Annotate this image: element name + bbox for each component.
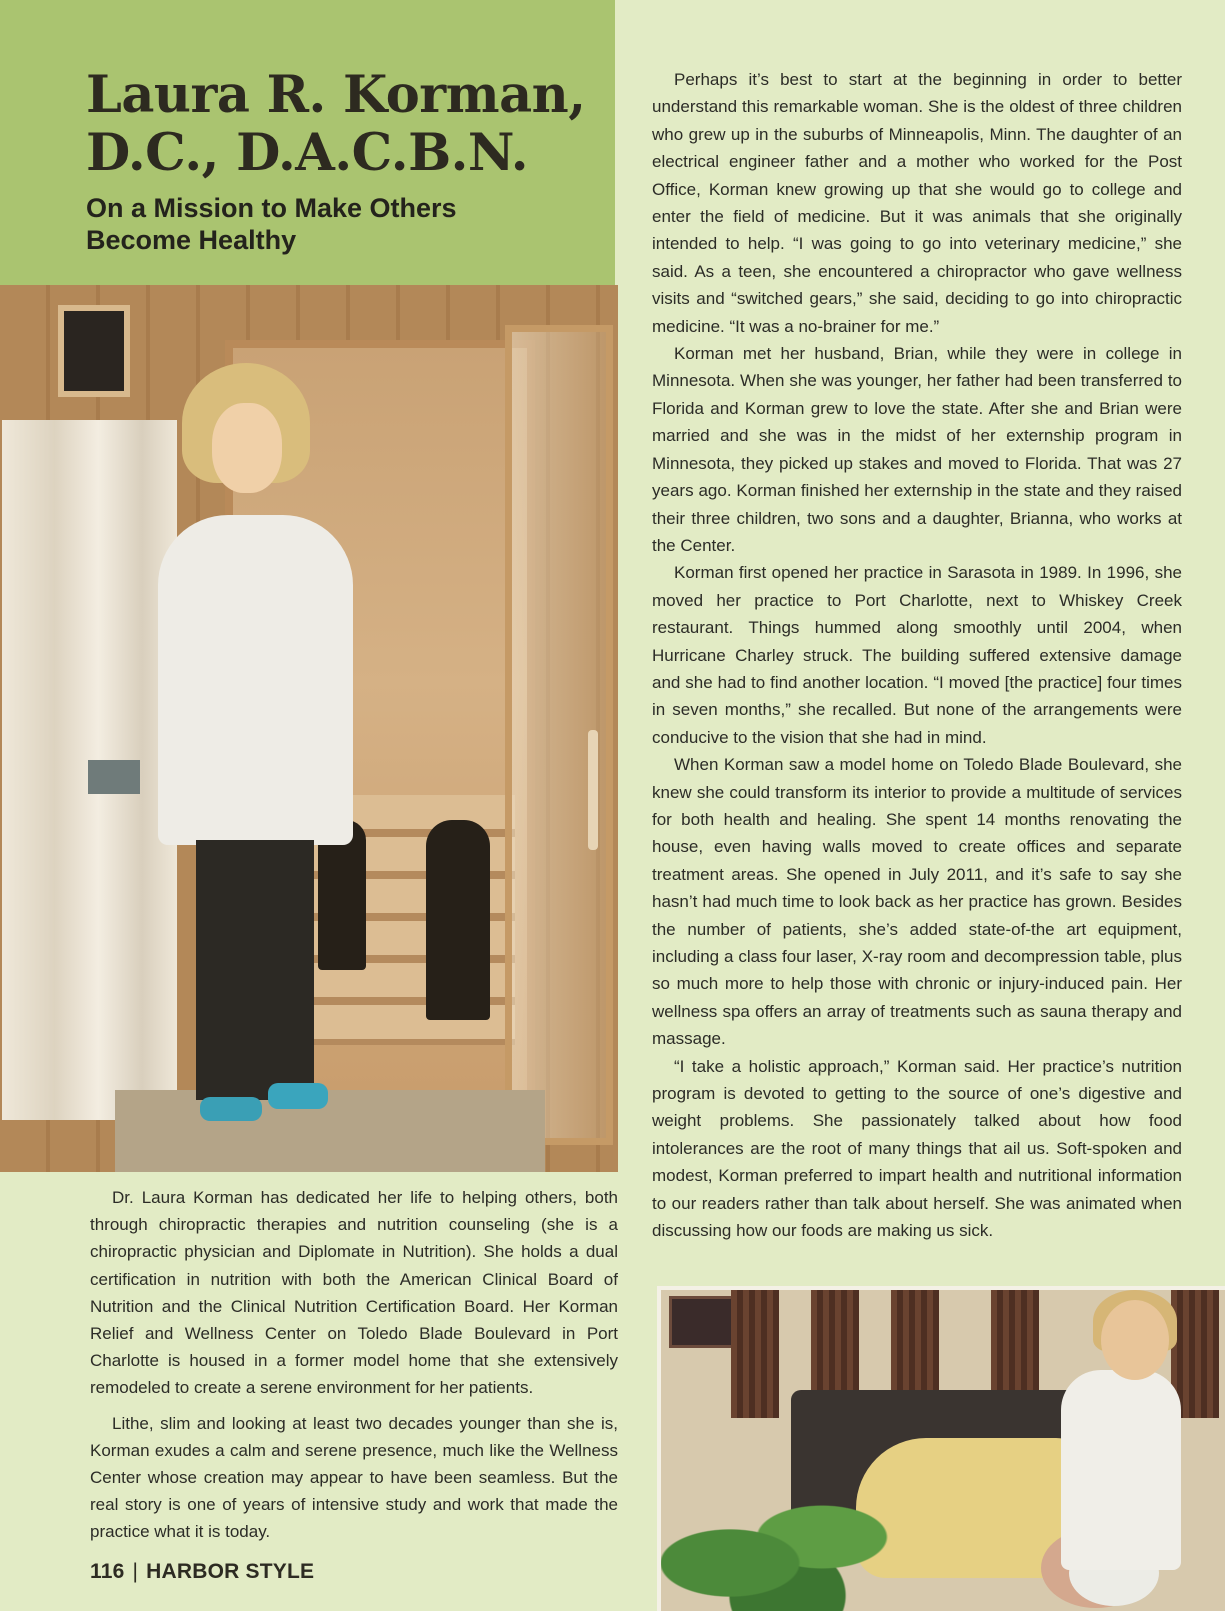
photo-doctor-coat	[1061, 1370, 1181, 1570]
photo-heater-right	[426, 820, 490, 1020]
article-paragraph: Lithe, slim and looking at least two decades younger than she is, Korman exudes a calm and serene presence, much like the Wellness Center whose creation may appear to have been seamless. But the real story is one of years of intensive study and work that made the practice what it is today.	[90, 1413, 618, 1542]
article-paragraph: When Korman saw a model home on Toledo Blade Boulevard, she knew she could transform its interior to provide a multitude of services for both health and healing. She spent 14 months renovating the house, even having walls moved to create offices and separate treatment areas. She opened in July 2011, and it’s safe to say she hasn’t had much time to look back as her practice has grown. Besides the number of patients, she’s added state-of-the art equipment, including a class four laser, X-ray room and decompression table, plus so much more to help those with chronic or injury-induced pain. Her wellness spa offers an array of treatments such as sauna therapy and massage.	[652, 755, 1182, 1049]
photo-person-pants	[196, 840, 314, 1100]
article-paragraph: “I take a holistic approach,” Korman said. Her practice’s nutrition program is devoted to getting to the source of one’s digestive and weight problems. She passionately talked about how food intolerances are the root of many things that ail us. Soft-spoken and modest, Korman preferred to impart health and nutritional information to our readers rather than talk about herself. She was animated when discussing how our foods are making us sick.	[652, 1056, 1182, 1241]
photo-control-panel	[58, 305, 130, 397]
headline-line-2: D.C., D.A.C.B.N.	[86, 123, 529, 183]
photo-person-shoe-left	[200, 1097, 262, 1121]
article-paragraph: Dr. Laura Korman has dedicated her life to helping others, both through chiropractic therapies and nutrition counseling (she is a chiropractic physician and Diplomate in Nutrition). She holds a dual certification in nutrition with both the American Clinical Board of Nutrition and the Clinical Nutrition Certification Board. Her Korman Relief and Wellness Center on Toledo Blade Boulevard in Port Charlotte is housed in a former model home that she extensively remodeled to create a serene environment for her patients.	[90, 1188, 618, 1398]
photo-plant-leaves	[661, 1485, 891, 1611]
article-paragraph: Korman met her husband, Brian, while they were in college in Minnesota. When she was younger, her father had been transferred to Florida and Korman grew to love the state. After she and Brian were married and she was in the midst of her externship program in Minnesota, they picked up stakes and moved to Florida. That was 27 years ago. Korman finished her externship in the state and they raised their three children, two sons and a daughter, Brianna, who works at the Center.	[652, 344, 1182, 555]
publication-name: HARBOR STYLE	[146, 1560, 315, 1583]
article-left-column	[90, 1184, 618, 1546]
main-photo-sauna	[0, 285, 618, 1172]
title-block	[0, 0, 615, 285]
photo-person-face	[212, 403, 282, 493]
article-right-column	[652, 66, 1182, 1244]
photo-person-shoe-right	[268, 1083, 328, 1109]
subhead-line-2: Become Healthy	[86, 225, 297, 255]
photo-doctor-face	[1101, 1300, 1169, 1380]
photo-person-lab-coat	[158, 515, 353, 845]
footer-separator: |	[132, 1560, 139, 1583]
subheadline	[86, 192, 506, 256]
headline-line-1: Laura R. Korman,	[86, 65, 586, 125]
subhead-line-1: On a Mission to Make Others	[86, 193, 457, 223]
photo-rug	[115, 1090, 545, 1172]
photo-window-curtain	[731, 1290, 779, 1418]
page-number: 116	[90, 1560, 125, 1583]
headline	[86, 66, 606, 182]
photo-door-handle	[588, 730, 598, 850]
article-paragraph: Perhaps it’s best to start at the beginning in order to better understand this remarkable woman. She is the oldest of three children who grew up in the suburbs of Minneapolis, Minn. The daughter of an electrical engineer father and a mother who worked for the Post Office, Korman knew growing up that she would go to college and enter the field of medicine. But it was animals that she originally intended to help. “I was going to go into veterinary medicine,” she said. As a teen, she encountered a chiropractor who gave wellness visits and “switched gears,” she said, deciding to go into chiropractic medicine. “It was a no-brainer for me.”	[652, 70, 1182, 336]
photo-curtain-tie	[88, 760, 140, 794]
treatment-photo	[657, 1286, 1225, 1611]
article-paragraph: Korman first opened her practice in Sarasota in 1989. In 1996, she moved her practice to Port Charlotte, next to Whiskey Creek restaurant. Things hummed along smoothly until 2004, when Hurricane Charley struck. The building suffered extensive damage and she had to find another location. “I moved [the practice] four times in seven months,” she recalled. But none of the arrangements were conducive to the vision that she had in mind.	[652, 563, 1182, 747]
page-footer	[90, 1560, 314, 1584]
photo-wall-poster	[669, 1296, 737, 1348]
